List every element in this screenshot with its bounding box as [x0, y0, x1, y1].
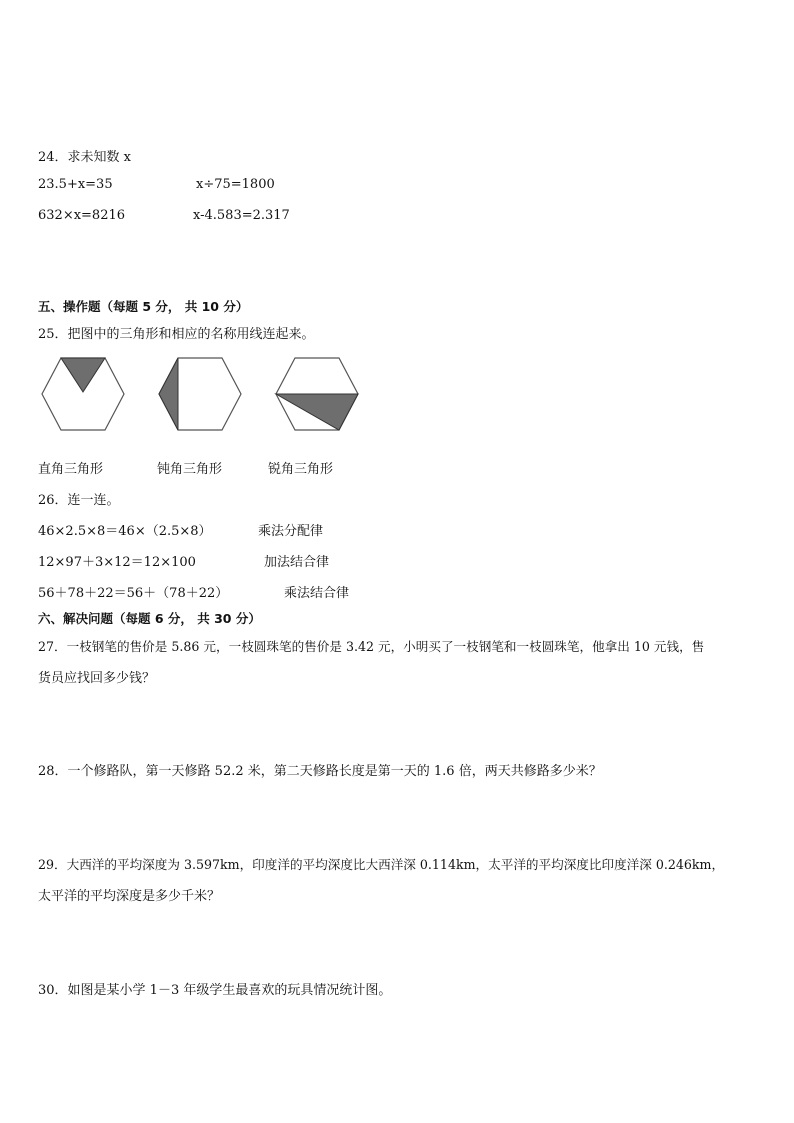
q27-text-line-1: 27．一枝钢笔的售价是 5.86 元，一枝圆珠笔的售价是 3.42 元，小明买了一枝钢笔和一枝圆珠笔，他拿出 10 元钱，售	[38, 639, 705, 654]
section-5-heading: 五、操作题（每题 5 分， 共 10 分）	[38, 299, 249, 314]
q26-title: 26．连一连。	[38, 493, 120, 508]
q25-label-acute-triangle: 锐角三角形	[268, 462, 334, 477]
q26-expression-1: 46×2.5×8＝46×（2.5×8）	[38, 524, 212, 539]
q24-title: 24．求未知数 x	[38, 150, 132, 165]
q26-law-3: 乘法结合律	[284, 586, 350, 601]
q24-equation-4: x-4.583=2.317	[193, 208, 290, 223]
hexagon-figure-1	[38, 354, 128, 434]
q24-equation-3: 632×x=8216	[38, 208, 126, 223]
q25-label-right-triangle: 直角三角形	[38, 462, 104, 477]
q25-label-obtuse-triangle: 钝角三角形	[157, 462, 223, 477]
shaded-obtuse-triangle	[159, 358, 178, 430]
section-6-heading: 六、解决问题（每题 6 分， 共 30 分）	[38, 611, 261, 626]
q30-text: 30．如图是某小学 1－3 年级学生最喜欢的玩具情况统计图。	[38, 983, 392, 998]
hexagon-figure-2	[155, 354, 245, 434]
hexagon-figure-3	[272, 354, 362, 434]
q29-text-line-2: 太平洋的平均深度是多少千米？	[38, 889, 221, 904]
q26-expression-2: 12×97＋3×12＝12×100	[38, 555, 196, 570]
q25-title: 25．把图中的三角形和相应的名称用线连起来。	[38, 327, 315, 342]
q29-text-line-1: 29．大西洋的平均深度为 3.597km，印度洋的平均深度比大西洋深 0.114km，太平洋的平均深度比印度洋深 0.246km，	[38, 857, 725, 872]
q24-equation-1: 23.5+x=35	[38, 177, 113, 192]
q26-law-1: 乘法分配律	[258, 524, 324, 539]
q24-equation-2: x÷75=1800	[196, 177, 275, 192]
q28-text: 28．一个修路队，第一天修路 52.2 米，第二天修路长度是第一天的 1.6 倍，两天共修路多少米？	[38, 764, 602, 779]
q26-expression-3: 56＋78＋22＝56＋（78＋22）	[38, 586, 229, 601]
q27-text-line-2: 货员应找回多少钱？	[38, 671, 156, 686]
q26-law-2: 加法结合律	[264, 555, 330, 570]
